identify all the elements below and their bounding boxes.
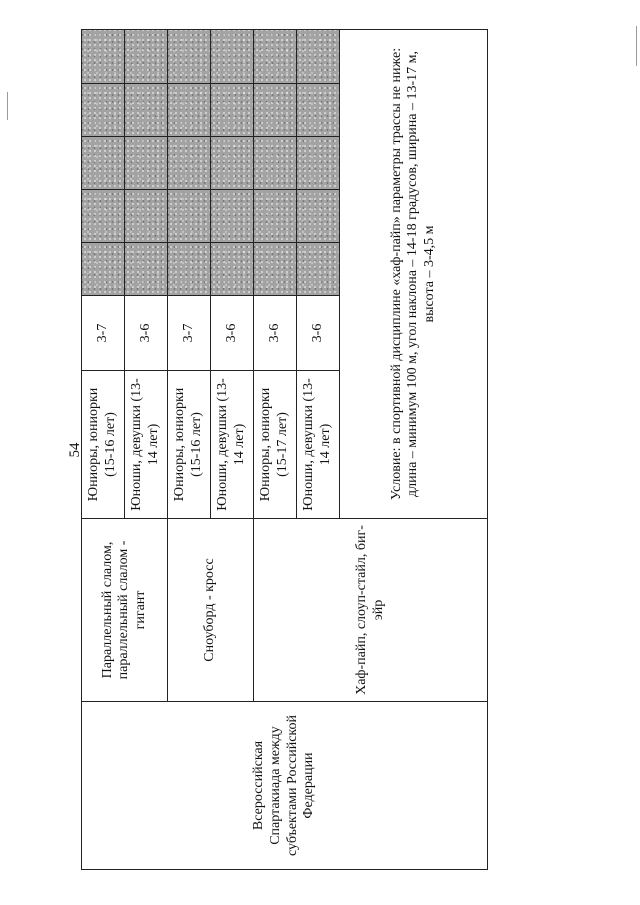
shaded-cell (168, 190, 211, 243)
places-value: 3-6 (125, 296, 168, 371)
shaded-cell (211, 243, 254, 296)
age-category: Юноши, девушки (13-14 лет) (211, 371, 254, 519)
scan-edge-mark (636, 26, 637, 66)
shaded-cell (82, 137, 125, 190)
shaded-cell (254, 30, 297, 84)
shaded-cell (168, 84, 211, 137)
shaded-cell (211, 137, 254, 190)
shaded-cell (125, 137, 168, 190)
discipline-name: Параллельный слалом, параллельный слалом - гигант (82, 519, 168, 702)
page-number: 54 (67, 442, 83, 458)
age-category: Юниоры, юниорки (15-17 лет) (254, 371, 297, 519)
places-value: 3-7 (82, 296, 125, 371)
shaded-cell (211, 190, 254, 243)
places-value: 3-6 (211, 296, 254, 371)
age-category: Юниоры, юниорки (15-16 лет) (168, 371, 211, 519)
discipline-name: Сноуборд - кросс (168, 519, 254, 702)
rotated-page (67, 30, 487, 870)
shaded-cell (297, 243, 340, 296)
shaded-cell (211, 30, 254, 84)
shaded-cell (82, 190, 125, 243)
places-value: 3-7 (168, 296, 211, 371)
shaded-cell (254, 137, 297, 190)
shaded-cell (168, 30, 211, 84)
shaded-cell (125, 84, 168, 137)
shaded-cell (254, 84, 297, 137)
discipline-name: Хаф-пайп, слоуп-стайл, биг-эйр (254, 519, 488, 702)
competition-name: Всероссийская Спартакиада между субъектами Российской Федерации (82, 702, 488, 870)
shaded-cell (125, 30, 168, 84)
shaded-cell (297, 137, 340, 190)
places-value: 3-6 (254, 296, 297, 371)
shaded-cell (297, 190, 340, 243)
shaded-cell (297, 30, 340, 84)
scan-edge-mark (7, 92, 8, 120)
age-category: Юниоры, юниорки (15-16 лет) (82, 371, 125, 519)
table-row (82, 30, 125, 870)
places-value: 3-6 (297, 296, 340, 371)
shaded-cell (211, 84, 254, 137)
condition-note: Условие: в спортивной дисциплине «хаф-пайп» параметры трассы не ниже: длина – минимум 100 м, угол наклона – 14-18 градусов, ширина – 13-17 м, высота – 3-4,5 м (340, 30, 488, 519)
age-category: Юноши, девушки (13-14 лет) (125, 371, 168, 519)
shaded-cell (168, 243, 211, 296)
shaded-cell (254, 190, 297, 243)
shaded-cell (168, 137, 211, 190)
shaded-cell (82, 243, 125, 296)
shaded-cell (125, 190, 168, 243)
shaded-cell (82, 30, 125, 84)
competition-table (81, 29, 488, 870)
shaded-cell (254, 243, 297, 296)
shaded-cell (297, 84, 340, 137)
shaded-cell (82, 84, 125, 137)
shaded-cell (125, 243, 168, 296)
age-category: Юноши, девушки (13-14 лет) (297, 371, 340, 519)
